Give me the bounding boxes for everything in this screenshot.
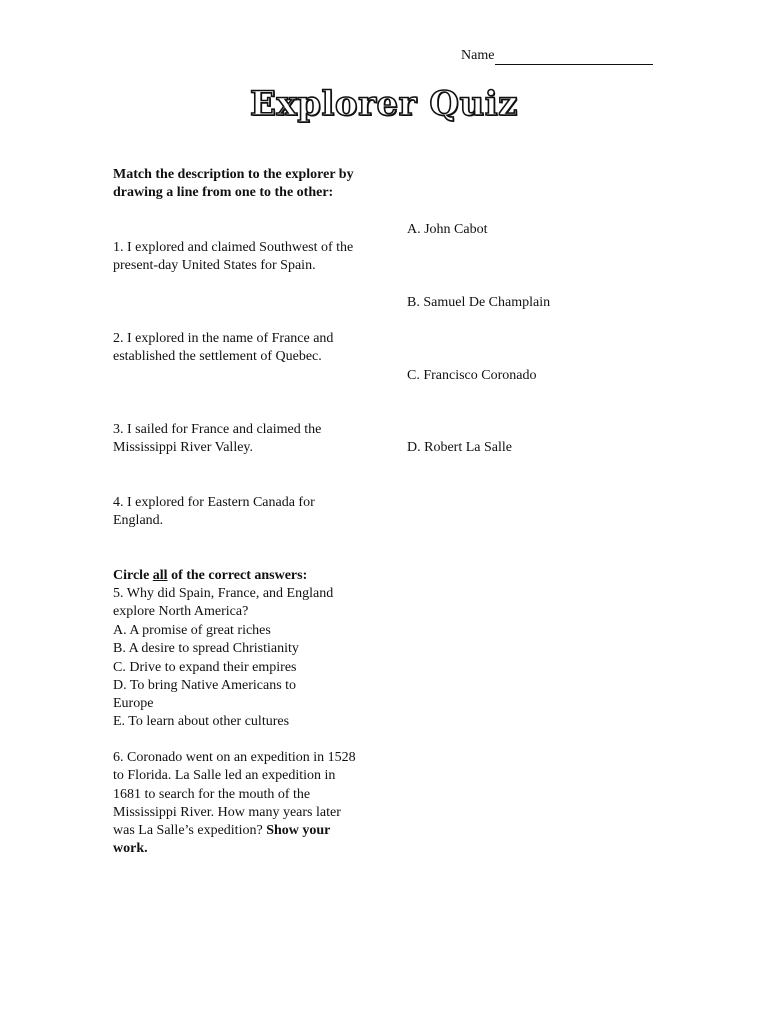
- matching-question-4: 4. I explored for Eastern Canada for England.: [113, 495, 315, 529]
- option-a[interactable]: A. A promise of great riches: [113, 623, 271, 638]
- option-e[interactable]: E. To learn about other cultures: [113, 714, 290, 730]
- matching-instructions: Match the description to the explorer by drawing a line from one to the other:: [113, 167, 354, 201]
- option-c[interactable]: C. Drive to expand their empires: [113, 659, 297, 675]
- question-5-options: [113, 622, 365, 732]
- matching-question-2: 2. I explored in the name of France and established the settlement of Quebec.: [113, 331, 334, 365]
- matching-question-3: 3. I sailed for France and claimed the Mississippi River Valley.: [113, 422, 322, 456]
- name-field: [461, 47, 653, 65]
- circle-instructions: [113, 567, 365, 585]
- matching-answer-c: C. Francisco Coronado: [407, 368, 537, 383]
- name-blank-line[interactable]: [495, 50, 653, 65]
- page-title: Explorer Quiz: [250, 84, 518, 124]
- circle-instr-pre: Circle: [113, 568, 153, 583]
- circle-instr-all: all: [152, 568, 168, 583]
- circle-instr-post: of the correct answers:: [167, 568, 308, 583]
- matching-question-1: 1. I explored and claimed Southwest of the present-day United States for Spain.: [113, 240, 354, 274]
- question-6-bold: Show your work.: [113, 823, 331, 857]
- matching-answer-b: B. Samuel De Champlain: [407, 295, 551, 310]
- question-5: 5. Why did Spain, France, and England explore North America?: [113, 586, 334, 620]
- question-6-text: 6. Coronado went on an expedition in 1528 to Florida. La Salle led an expedition in 1681 to search for the mouth of the Mississippi River. How many years later was La Salle’s expedition?: [113, 750, 356, 839]
- matching-answer-a: A. John Cabot: [407, 222, 488, 237]
- question-6: [113, 749, 363, 859]
- option-b[interactable]: B. A desire to spread Christianity: [113, 641, 299, 657]
- matching-answer-d: D. Robert La Salle: [407, 440, 512, 455]
- option-d[interactable]: D. To bring Native Americans to Europe: [113, 677, 297, 712]
- name-label: Name: [461, 48, 495, 63]
